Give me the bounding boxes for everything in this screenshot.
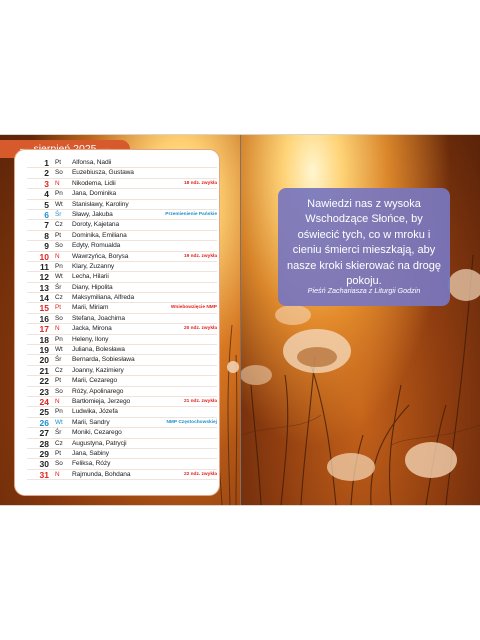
name-days: Dominika, Emiliana	[72, 231, 127, 239]
day-row	[27, 179, 217, 189]
weekday-abbrev: So	[55, 387, 63, 395]
weekday-abbrev: N	[55, 179, 60, 187]
day-number: 31	[39, 469, 49, 480]
quote-source: Pieśń Zachariasza z Liturgii Godzin	[307, 286, 421, 295]
day-number: 24	[39, 396, 49, 407]
name-days: Wawrzyńca, Borysa	[72, 252, 129, 260]
day-number: 15	[39, 303, 49, 314]
liturgical-note: 20 ndz. zwykła	[183, 326, 217, 332]
day-number: 13	[39, 282, 49, 293]
day-number: 9	[44, 241, 49, 252]
weekday-abbrev: Śr	[55, 210, 62, 218]
day-number: 29	[39, 448, 49, 459]
day-row	[27, 439, 217, 449]
row-divider	[27, 479, 217, 480]
day-row	[27, 335, 217, 345]
day-row	[27, 407, 217, 417]
name-days: Jacka, Mirona	[72, 325, 112, 333]
weekday-abbrev: So	[55, 242, 63, 250]
name-days: Maksymiliana, Alfreda	[72, 294, 135, 302]
day-row	[27, 387, 217, 397]
name-days: Euzebiusza, Gustawa	[72, 169, 134, 177]
name-days: Bartłomieja, Jerzego	[72, 397, 131, 405]
name-days: Alfonsa, Nadii	[72, 159, 112, 166]
liturgical-note: NMP Częstochowskiej	[166, 419, 217, 425]
liturgical-note: 18 ndz. zwykła	[183, 180, 217, 186]
day-number: 19	[39, 345, 49, 356]
weekday-abbrev: Pt	[55, 449, 62, 457]
weekday-abbrev: So	[55, 460, 63, 468]
day-row	[27, 324, 217, 334]
name-days: Marii, Sandry	[72, 418, 110, 426]
day-number: 7	[44, 220, 49, 231]
liturgical-note: 22 ndz. zwykła	[183, 471, 217, 477]
name-days: Feliksa, Róży	[72, 460, 111, 468]
day-row	[27, 459, 217, 469]
day-number: 2	[44, 168, 49, 179]
day-number: 5	[44, 199, 49, 210]
day-number: 30	[39, 459, 49, 470]
day-row	[27, 303, 217, 313]
weekday-abbrev: So	[55, 169, 63, 177]
day-number: 18	[39, 334, 49, 345]
weekday-abbrev: Pt	[55, 231, 62, 239]
left-page-photo	[0, 135, 240, 505]
day-number: 8	[44, 230, 49, 241]
day-number: 4	[44, 189, 49, 200]
day-row	[27, 262, 217, 272]
name-days: Marii, Cezarego	[72, 377, 118, 385]
name-days: Lecha, Hilarii	[72, 273, 109, 281]
quote-text: Nawiedzi nas z wysoka Wschodzące Słońce, by oświecić tych, co w mroku i cieniu śmierci mieszkają, aby nasze kroki skierować na drogę pokoju.	[286, 198, 442, 288]
day-row	[27, 231, 217, 241]
name-days: Juliana, Bolesława	[72, 346, 125, 354]
quote-box	[278, 188, 450, 306]
day-row	[27, 158, 217, 168]
liturgical-note: 19 ndz. zwykła	[183, 253, 217, 259]
weekday-abbrev: Śr	[55, 429, 62, 437]
day-row	[27, 418, 217, 428]
name-days: Heleny, Ilony	[72, 335, 109, 343]
name-days: Jana, Dominika	[72, 190, 117, 198]
name-days: Róży, Apolinarego	[72, 387, 124, 395]
calendar-box	[14, 149, 220, 496]
weekday-abbrev: N	[55, 325, 60, 333]
name-days: Doroty, Kajetana	[72, 221, 120, 229]
day-number: 25	[39, 407, 49, 418]
weekday-abbrev: Śr	[55, 356, 62, 364]
day-row	[27, 366, 217, 376]
weekday-abbrev: N	[55, 252, 60, 260]
weekday-abbrev: N	[55, 470, 60, 478]
day-row	[27, 470, 217, 480]
weekday-abbrev: Cz	[55, 294, 63, 302]
name-days: Moniki, Cezarego	[72, 429, 122, 437]
day-number: 11	[40, 261, 49, 272]
weekday-abbrev: Wt	[55, 346, 63, 354]
day-row	[27, 355, 217, 365]
weekday-abbrev: Pt	[55, 304, 62, 312]
weekday-abbrev: Cz	[55, 439, 63, 447]
weekday-abbrev: Pt	[55, 377, 62, 385]
day-row	[27, 168, 217, 178]
name-days: Klary, Zuzanny	[72, 262, 115, 270]
day-number: 6	[44, 209, 49, 220]
name-days: Nikodema, Lidii	[72, 179, 116, 187]
right-page-photo	[241, 135, 480, 505]
calendar-spread	[0, 135, 480, 505]
liturgical-note: 21 ndz. zwykła	[183, 398, 217, 404]
day-number: 3	[44, 178, 49, 189]
day-row	[27, 293, 217, 303]
day-number: 14	[39, 293, 49, 304]
name-days: Bernarda, Sobiesława	[72, 356, 135, 364]
day-number: 20	[39, 355, 49, 366]
weekday-abbrev: Wt	[55, 273, 63, 281]
day-row	[27, 376, 217, 386]
liturgical-note: Wniebowzięcie NMP	[170, 305, 217, 311]
day-number: 10	[39, 251, 49, 262]
name-days: Joanny, Kazimiery	[72, 366, 124, 374]
day-number: 23	[39, 386, 49, 397]
name-days: Sławy, Jakuba	[72, 210, 113, 218]
name-days: Diany, Hipolita	[72, 283, 113, 291]
day-number: 12	[39, 272, 49, 283]
name-days: Edyty, Romualda	[72, 242, 121, 250]
weekday-abbrev: Pn	[55, 408, 63, 416]
day-row	[27, 397, 217, 407]
day-number: 21	[39, 365, 49, 376]
day-number: 26	[39, 417, 49, 428]
day-list	[27, 158, 217, 480]
name-days: Rajmunda, Bohdana	[72, 470, 131, 478]
weekday-abbrev: Cz	[55, 366, 63, 374]
weekday-abbrev: Pn	[55, 335, 63, 343]
day-row	[27, 314, 217, 324]
day-row	[27, 272, 217, 282]
day-row	[27, 210, 217, 220]
weekday-abbrev: Pn	[55, 190, 63, 198]
name-days: Stanisławy, Karoliny	[72, 200, 129, 208]
weekday-abbrev: Śr	[55, 283, 62, 291]
weekday-abbrev: Pn	[55, 262, 63, 270]
day-number: 16	[39, 313, 49, 324]
day-row	[27, 241, 217, 251]
weekday-abbrev: Cz	[55, 221, 63, 229]
weekday-abbrev: Wt	[55, 200, 63, 208]
name-days: Jana, Sabiny	[72, 449, 109, 457]
day-number: 22	[39, 376, 49, 387]
day-row	[27, 220, 217, 230]
day-row	[27, 449, 217, 459]
day-number: 27	[39, 428, 49, 439]
name-days: Ludwika, Józefa	[72, 408, 118, 416]
day-row	[27, 189, 217, 199]
name-days: Stefana, Joachima	[72, 314, 125, 322]
day-number: 17	[39, 324, 49, 335]
day-row	[27, 428, 217, 438]
day-row	[27, 283, 217, 293]
day-row	[27, 345, 217, 355]
weekday-abbrev: Pt	[55, 159, 62, 166]
name-days: Augustyna, Patrycji	[72, 439, 127, 447]
weekday-abbrev: N	[55, 397, 60, 405]
day-number: 28	[39, 438, 49, 449]
day-row	[27, 252, 217, 262]
day-row	[27, 200, 217, 210]
day-number: 1	[44, 158, 49, 168]
liturgical-note: Przemienienie Pańskie	[165, 211, 217, 217]
weekday-abbrev: Wt	[55, 418, 63, 426]
name-days: Marii, Miriam	[72, 304, 109, 312]
weekday-abbrev: So	[55, 314, 63, 322]
